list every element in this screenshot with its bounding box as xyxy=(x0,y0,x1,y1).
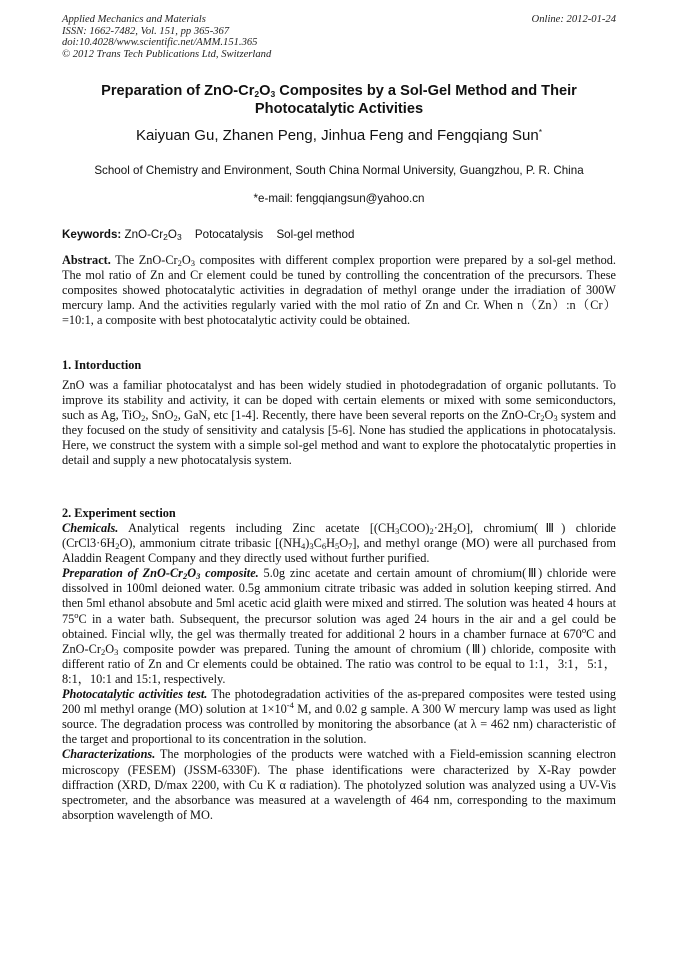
chem-subscript: 2 xyxy=(452,526,458,536)
doi-line: doi:10.4028/www.scientific.net/AMM.151.365 xyxy=(62,37,258,49)
prep-subscript: 2 xyxy=(100,646,106,657)
abstract-subscript: 3 xyxy=(190,258,196,268)
chemicals-label: Chemicals. xyxy=(62,521,119,535)
intro-subscript: 2 xyxy=(141,413,146,424)
keyword-subscript: 3 xyxy=(176,232,182,242)
photocatalytic-label: Photocatalytic activities test. xyxy=(62,687,208,702)
prep-text: O xyxy=(105,641,115,656)
journal-header xyxy=(62,14,616,60)
chem-subscript: 2 xyxy=(115,541,120,552)
chem-text: C xyxy=(313,536,322,551)
prep-superscript: o xyxy=(74,609,79,620)
chem-text: ) xyxy=(305,536,310,551)
experiment-section xyxy=(62,521,616,823)
copyright-line: © 2012 Trans Tech Publications Ltd, Switzerland xyxy=(62,48,272,60)
prep-label-subscript: 2 xyxy=(182,571,188,582)
section-heading-introduction: 1. Intorduction xyxy=(62,358,142,372)
intro-text: O xyxy=(544,408,554,423)
corresponding-mark: * xyxy=(538,127,543,137)
prep-text: C in a water bath. Subsequent, the precursor solution was aged 24 hours in the air and a gel could be obtained. Fincial wlly, the gel was thermally treated for additional 2 hours in a chamber furnace at 670 xyxy=(62,611,616,641)
prep-subscript: 3 xyxy=(114,646,119,657)
intro-subscript: 3 xyxy=(553,413,558,424)
keyword-text: ZnO-Cr xyxy=(124,228,164,241)
title-line-2: Photocatalytic Activities xyxy=(254,101,424,117)
online-date: Online: 2012-01-24 xyxy=(531,14,616,25)
preparation-label xyxy=(62,566,259,580)
abstract xyxy=(62,253,616,328)
keyword-3: Sol-gel method xyxy=(276,228,355,241)
prep-text: 5.0g zinc acetate and certain amount of chromium(Ⅲ) chloride were dissolved in 100ml deioned water. 0.5g ammonium citrate tribasic was added in solution keeping stirred. And then 5ml ethanol absobute and 5ml acetic acid glaith were mixed and stirred. The solution was heated 4 hours at 75 xyxy=(62,566,616,626)
char-text: The morphologies of the products were watched with a Field-emission scanning electron microscopy (FESEM) (JSSM-6330F). The phase identifications were characterized by X-Ray powder diffraction (XRD, D/max 2200, with Cu K α radiation). The photolyzed solution was analyzed using a UV-Vis spectrometer, and the absorbance was measured at a wavelength of 464 nm, corresponding to the maximum absorption wavelength of MO. xyxy=(62,747,616,822)
abstract-text: The ZnO-Cr xyxy=(110,253,178,267)
chem-text: O], chromium(Ⅲ) chloride (CrCl3·6H xyxy=(62,521,617,551)
keyword-2: Potocatalysis xyxy=(194,228,264,241)
photo-text: M, and 0.02 g sample. A 300 W mercury lamp was used as light source. The degradation process was controlled by monitoring the absorbance (at λ = 462 nm) characteristic of the target and proportional to its concentration in the solution. xyxy=(62,702,616,747)
photocatalytic-paragraph xyxy=(62,687,616,747)
abstract-subscript: 2 xyxy=(177,258,182,268)
prep-label-subscript: 3 xyxy=(196,571,201,582)
keywords-label: Keywords: xyxy=(62,228,122,241)
chemicals-paragraph xyxy=(62,521,616,566)
chem-subscript: 4 xyxy=(301,541,306,552)
characterization-paragraph xyxy=(62,747,616,822)
prep-label-text: composite. xyxy=(200,566,259,581)
prep-label-text: Preparation of ZnO-Cr xyxy=(62,566,183,581)
abstract-text: composites with different complex proportion were prepared by a sol-gel method. The mol ratio of Zn and Cr element could be tuned by controlling the concentration of the precursors. These composites showed photocatalytic activities in degradation of methyl orange under the irradiation of 300W mercury lamp. And the activities regularly varied with the mol ratio of Zn and Cr. When n（Zn）:n（Cr）=10:1, a composite with best photocatalytic activity could be obtained. xyxy=(62,253,616,328)
keyword-subscript: 2 xyxy=(163,232,168,242)
preparation-paragraph xyxy=(62,566,616,687)
author-names: Kaiyuan Gu, Zhanen Peng, Jinhua Feng and Fengqiang Sun xyxy=(135,127,539,144)
keywords xyxy=(62,228,616,242)
chem-text: H xyxy=(326,536,335,551)
intro-subscript: 2 xyxy=(173,413,178,424)
title-subscript: 2 xyxy=(254,89,260,99)
prep-text: C and ZnO-Cr xyxy=(62,626,617,656)
keyword-text: O xyxy=(167,228,177,241)
intro-text: ZnO was a familiar photocatalyst and has been widely studied in photodegradation of organic pollutants. To improve its stability and activity, it can be doped with certain elements or mixed with some semiconductors, such as Ag, TiO xyxy=(62,378,616,423)
chem-subscript: 7 xyxy=(348,541,353,552)
intro-text: system and they focused on the study of sensitivity and catalysis [5-6]. None has studied the applications in photocatalysis. Here, we construct the system with a simple sol-gel method and want to explore the photocatalytic properties in detail and supply a new photocatalysis system. xyxy=(62,408,617,468)
chem-text: O), ammonium citrate tribasic [(NH xyxy=(119,536,302,551)
prep-label-text: O xyxy=(187,566,197,581)
affiliation: School of Chemistry and Environment, South China Normal University, Guangzhou, P. R. China xyxy=(94,164,584,177)
title-subscript: 3 xyxy=(270,89,276,99)
paper-title xyxy=(70,82,608,118)
keyword-1 xyxy=(125,228,182,241)
title-text: Composites by a Sol-Gel Method and Their xyxy=(275,83,577,99)
journal-name: Applied Mechanics and Materials xyxy=(62,14,206,25)
chem-subscript: 2 xyxy=(429,526,434,536)
intro-subscript: 2 xyxy=(540,413,545,424)
chem-text: COO) xyxy=(399,521,430,535)
section-heading-experiment: 2. Experiment section xyxy=(62,506,176,520)
chem-text: ·2H xyxy=(433,521,453,535)
intro-text: , GaN, etc [1-4]. Recently, there have been several reports on the ZnO-Cr xyxy=(177,408,541,423)
chem-subscript: 6 xyxy=(321,541,327,552)
abstract-text: O xyxy=(181,253,191,267)
chem-text: O xyxy=(339,536,349,551)
intro-text: , SnO xyxy=(145,408,174,423)
title-text: Preparation of ZnO-Cr xyxy=(101,83,255,99)
chem-subscript: 3 xyxy=(309,541,314,552)
contact-email: *e-mail: fengqiangsun@yahoo.cn xyxy=(253,192,425,205)
prep-text: composite powder was prepared. Tuning the amount of chromium (Ⅲ) chloride, composite with different ratio of Zn and Cr elements could be obtained. The ratio was control to be equal to 1:1，3:1，5:1，8:1，10:1 and 15:1, respectively. xyxy=(62,641,616,686)
introduction-paragraph xyxy=(62,378,616,469)
chem-text: Analytical regents including Zinc acetate [(CH xyxy=(118,521,396,535)
issn-line: ISSN: 1662-7482, Vol. 151, pp 365-367 xyxy=(62,25,230,37)
chem-text: ], and methyl orange (MO) were all purchased from Aladdin Reagent Company and they directly used without further purified. xyxy=(62,536,616,566)
characterization-label: Characterizations. xyxy=(62,747,156,762)
author-list xyxy=(62,127,616,145)
prep-superscript: o xyxy=(581,624,587,635)
title-text: O xyxy=(259,83,271,99)
chem-subscript: 3 xyxy=(395,526,400,536)
photo-superscript: -4 xyxy=(286,700,294,711)
photo-text: The photodegradation activities of the as-prepared composites were tested using 200 ml methyl orange (MO) solution at 1×10 xyxy=(62,687,617,717)
abstract-label: Abstract. xyxy=(62,253,111,267)
chem-subscript: 5 xyxy=(335,541,340,552)
